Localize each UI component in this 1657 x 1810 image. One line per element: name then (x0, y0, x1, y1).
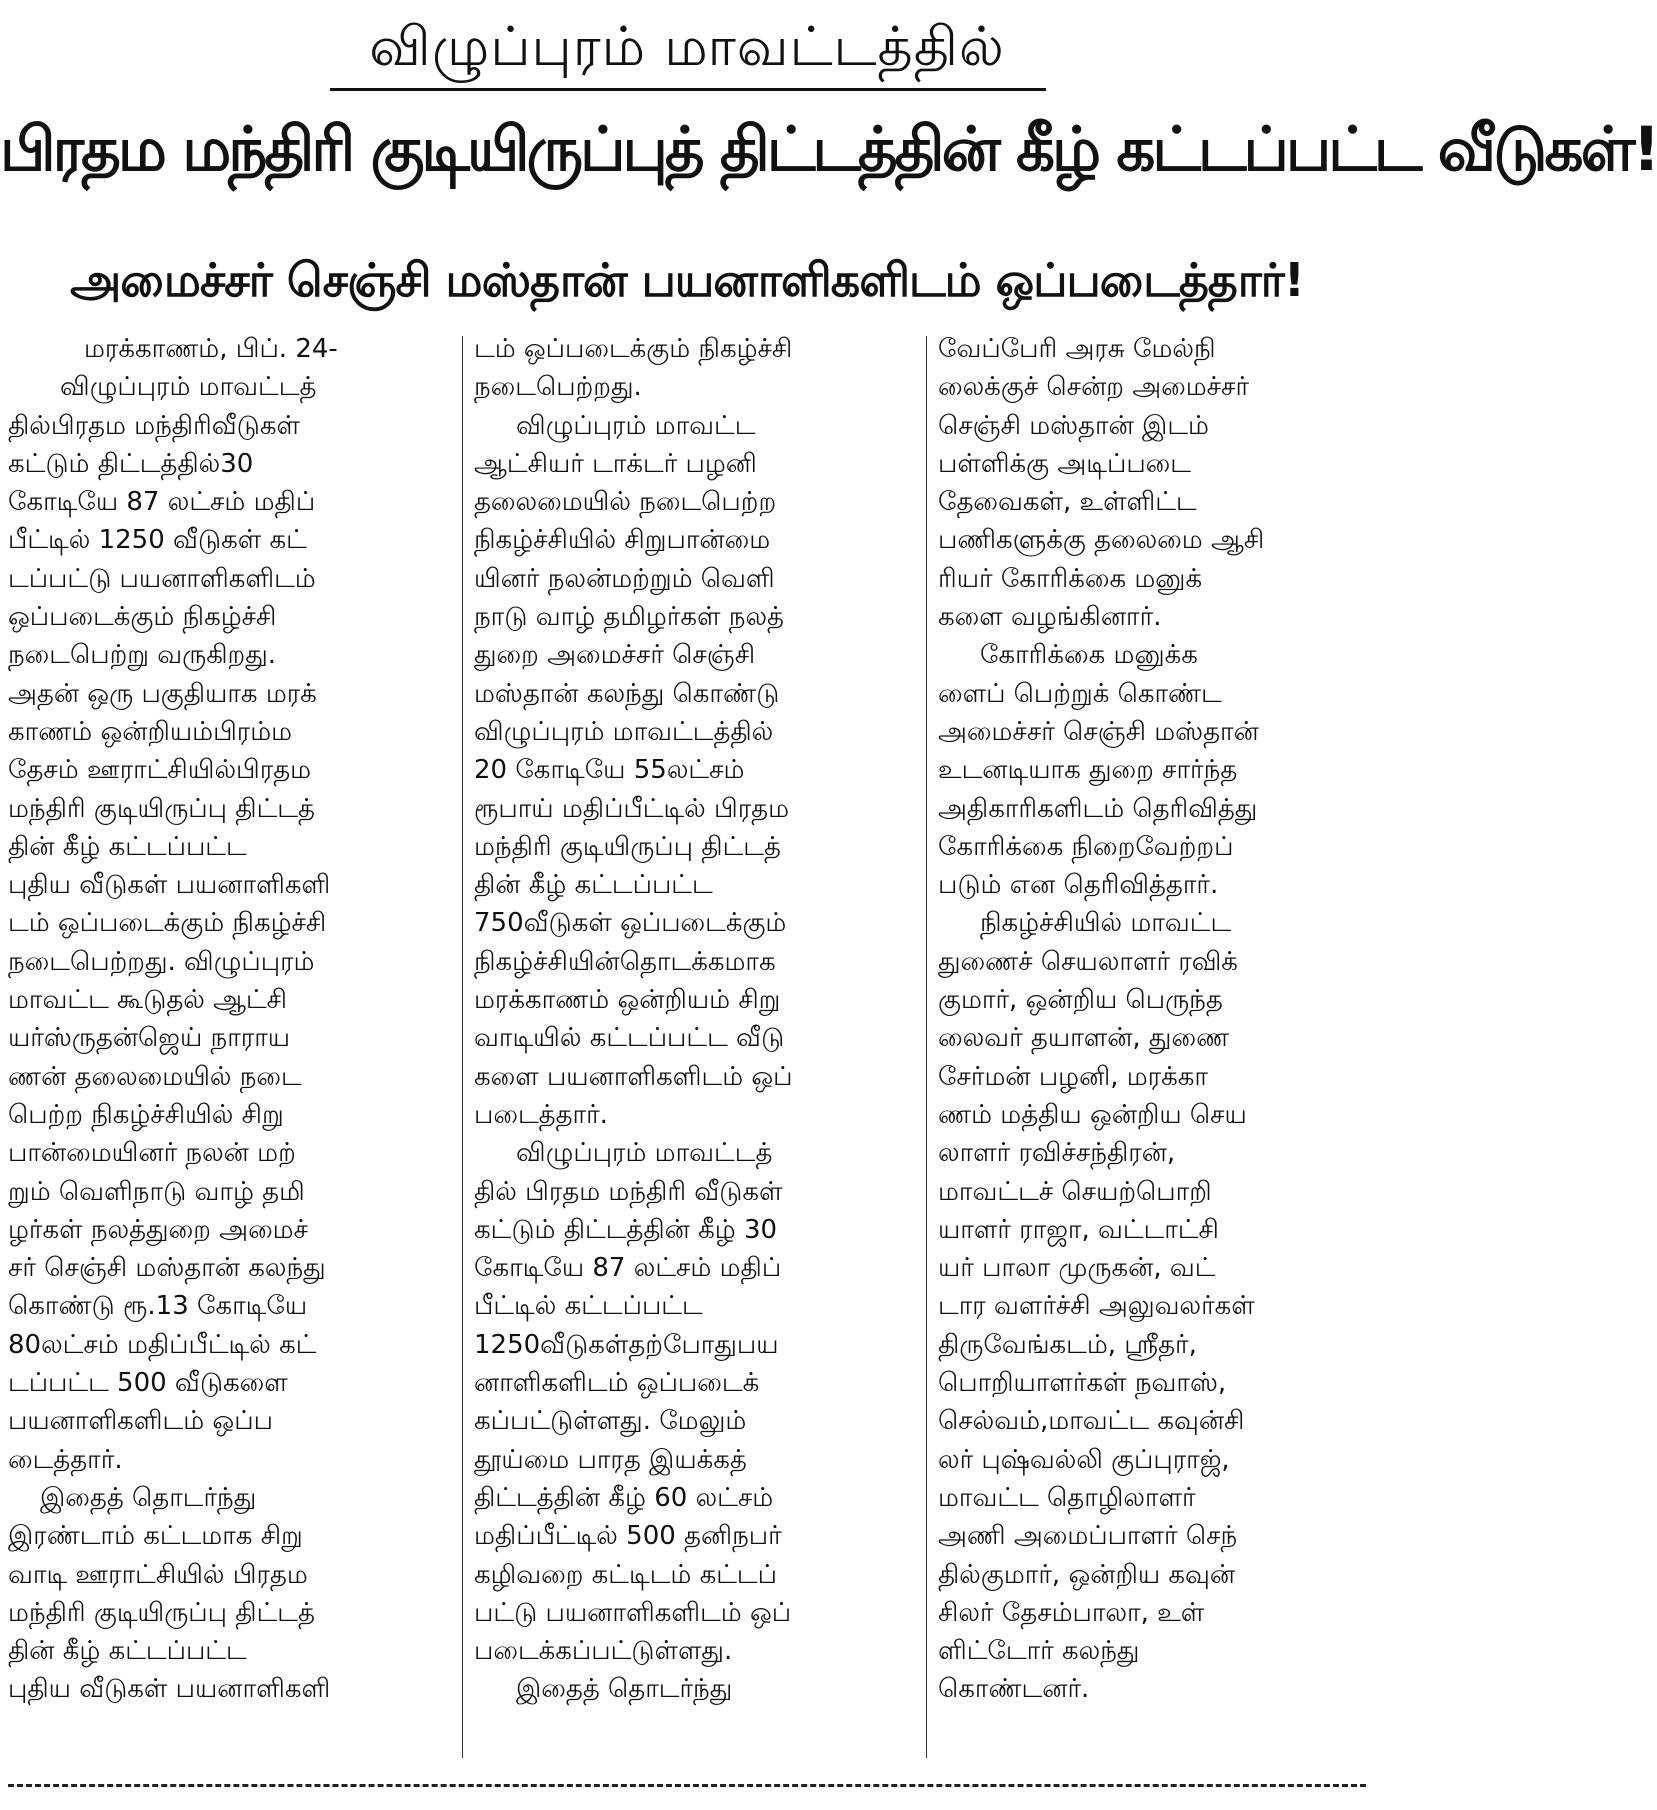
column-2-line: படைத்தார். (474, 1099, 608, 1130)
column-3-line: செஞ்சி மஸ்தான் இடம் (938, 410, 1209, 441)
column-3-line: மாவட்டச் செயற்பொறி (938, 1176, 1212, 1207)
column-2-line: தலைமையில் நடைபெற்ற (474, 487, 777, 518)
column-1-line: வாடி ஊராட்சியில் பிரதம (8, 1559, 308, 1590)
article-column-2 (474, 330, 914, 1762)
column-1-line: இதைத் தொடர்ந்து (40, 1482, 257, 1513)
column-1-line: புதிய வீடுகள் பயனாளிகளி (8, 1674, 331, 1705)
column-2-line: துறை அமைச்சர் செஞ்சி (474, 640, 756, 671)
column-2-line: களை பயனாளிகளிடம் ஒப் (474, 1061, 793, 1092)
column-3-line: துணைச் செயலாளர் ரவிக் (938, 946, 1238, 977)
column-3-line: லைவர் தயாளன், துணை (938, 1023, 1230, 1054)
column-2-line: விழுப்புரம் மாவட்டத்தில் (474, 716, 774, 747)
column-3-line: லர் புஷ்வல்லி குப்புராஜ், (938, 1444, 1230, 1475)
column-1-line: கட்டும் திட்டத்தில்30 (8, 448, 254, 479)
column-1-line: தின் கீழ் கட்டப்பட்ட (8, 831, 247, 862)
column-2-line: ஆட்சியர் டாக்டர் பழனி (474, 448, 757, 479)
column-2-line: கழிவறை கட்டிடம் கட்டப் (474, 1559, 777, 1590)
column-2-line: நாடு வாழ் தமிழர்கள் நலத் (474, 602, 784, 633)
column-3-line: லாளர் ரவிச்சந்திரன், (938, 1138, 1176, 1169)
column-3-line: செல்வம்,மாவட்ட கவுன்சி (938, 1406, 1245, 1437)
column-3-line: சிலர் தேசம்பாலா, உள் (938, 1597, 1205, 1628)
column-2-line: மந்திரி குடியிருப்பு திட்டத் (474, 831, 781, 862)
column-1-line: நடைபெற்று வருகிறது. (8, 640, 277, 671)
column-3-line: கோரிக்கை நிறைவேற்றப் (938, 831, 1234, 862)
column-1-line: பயனாளிகளிடம் ஒப்ப (8, 1406, 273, 1437)
article-kicker: விழுப்புரம் மாவட்டத்தில் (369, 15, 1005, 78)
column-3-line: தில்குமார், ஒன்றிய கவுன் (938, 1559, 1236, 1590)
column-3-line: ரியர் கோரிக்கை மனுக் (938, 563, 1203, 594)
column-3-line: கோரிக்கை மனுக்க (980, 640, 1198, 671)
column-2-line: மஸ்தான் கலந்து கொண்டு (474, 678, 780, 709)
column-3-line: யாளர் ராஜா, வட்டாட்சி (938, 1214, 1219, 1245)
column-2-line: ரூபாய் மதிப்பீட்டில் பிரதம (474, 793, 790, 824)
column-2-line: விழுப்புரம் மாவட்ட (516, 410, 756, 441)
column-1-line: தில்பிரதம மந்திரிவீடுகள் (8, 410, 300, 441)
column-2-line: இதைத் தொடர்ந்து (516, 1674, 733, 1705)
column-3-line: கொண்டனர். (938, 1674, 1090, 1705)
article-column-1 (8, 330, 448, 1762)
column-2-line: யினர் நலன்மற்றும் வெளி (474, 563, 775, 594)
column-3-line: யர் பாலா முருகன், வட் (938, 1253, 1216, 1284)
column-2-line: நிகழ்ச்சியில் சிறுபான்மை (474, 525, 771, 556)
column-1-line: மந்திரி குடியிருப்பு திட்டத் (8, 1597, 315, 1628)
column-2-line: தின் கீழ் கட்டப்பட்ட (474, 870, 713, 901)
column-3-line: லைக்குச் சென்ற அமைச்சர் (938, 372, 1250, 403)
column-1-line: மந்திரி குடியிருப்பு திட்டத் (8, 793, 315, 824)
column-2-line: தூய்மை பாரத இயக்கத் (474, 1444, 747, 1475)
column-3-line: நிகழ்ச்சியில் மாவட்ட (980, 908, 1232, 939)
bottom-dashed-rule (8, 1784, 1366, 1787)
column-1-line: பெற்ற நிகழ்ச்சியில் சிறு (8, 1099, 284, 1130)
column-3-line: அதிகாரிகளிடம் தெரிவித்து (938, 793, 1258, 824)
column-3-line: பணிகளுக்கு தலைமை ஆசி (938, 525, 1265, 556)
column-3-line: படும் என தெரிவித்தார். (938, 870, 1219, 901)
column-2-line: 750வீடுகள் ஒப்படைக்கும் (474, 908, 787, 939)
column-3-line: உடனடியாக துறை சார்ந்த (938, 755, 1238, 786)
column-1-line: கோடியே 87 லட்சம் மதிப் (8, 487, 316, 518)
column-1-line: 80லட்சம் மதிப்பீட்டில் கட் (8, 1329, 317, 1360)
column-2-line: மதிப்பீட்டில் 500 தனிநபர் (474, 1521, 782, 1552)
column-1-line: கொண்டு ரூ.13 கோடியே (8, 1291, 308, 1322)
column-3-line: ளைப் பெற்றுக் கொண்ட (938, 678, 1222, 709)
column-1-line: இரண்டாம் கட்டமாக சிறு (8, 1521, 303, 1552)
column-1-line: நடைபெற்றது. விழுப்புரம் (8, 946, 315, 977)
column-3-line: திருவேங்கடம், ஸ்ரீதர், (938, 1329, 1197, 1360)
column-2-line: வாடியில் கட்டப்பட்ட வீடு (474, 1023, 785, 1054)
column-2-line: கோடியே 87 லட்சம் மதிப் (474, 1253, 782, 1284)
column-3-line: அமைச்சர் செஞ்சி மஸ்தான் (938, 716, 1259, 747)
column-1-line: விழுப்புரம் மாவட்டத் (60, 372, 317, 403)
column-divider (926, 336, 927, 1758)
column-1-line: தேசம் ஊராட்சியில்பிரதம (8, 755, 312, 786)
column-1-line: யர்ஸ்ருதன்ஜெய் நாராய (8, 1023, 291, 1054)
column-2-line: 1250வீடுகள்தற்போதுபய (474, 1329, 779, 1360)
column-1-line: புதிய வீடுகள் பயனாளிகளி (8, 870, 331, 901)
article-column-3 (938, 330, 1366, 1762)
column-1-line: றும் வெளிநாடு வாழ் தமி (8, 1176, 305, 1207)
column-3-line: ளிட்டோர் கலந்து (938, 1636, 1140, 1667)
column-2-line: பட்டு பயனாளிகளிடம் ஒப் (474, 1597, 792, 1628)
column-1-line: டப்பட்ட 500 வீடுகளை (8, 1368, 288, 1399)
column-2-line: பீட்டில் கட்டப்பட்ட (474, 1291, 703, 1322)
column-1-line: மாவட்ட கூடுதல் ஆட்சி (8, 985, 288, 1016)
kicker-underline (330, 88, 1046, 91)
column-2-line: திட்டத்தின் கீழ் 60 லட்சம் (474, 1482, 774, 1513)
column-3-line: குமார், ஒன்றிய பெருந்த (938, 985, 1223, 1016)
column-3-line: தேவைகள், உள்ளிட்ட (938, 487, 1197, 518)
column-2-line: விழுப்புரம் மாவட்டத் (516, 1138, 773, 1169)
article-headline: பிரதம மந்திரி குடியிருப்புத் திட்டத்தின் கீழ் கட்டப்பட்ட வீடுகள்! (0, 114, 1657, 185)
column-2-line: னாளிகளிடம் ஒப்படைக் (474, 1368, 760, 1399)
column-3-line: சேர்மன் பழனி, மரக்கா (938, 1061, 1208, 1092)
column-2-line: மரக்காணம் ஒன்றியம் சிறு (474, 985, 781, 1016)
column-2-line: நடைபெற்றது. (474, 372, 642, 403)
article-subheadline: அமைச்சர் செஞ்சி மஸ்தான் பயனாளிகளிடம் ஒப்படைத்தார்! (70, 253, 1304, 307)
column-2-line: நிகழ்ச்சியின்தொடக்கமாக (474, 946, 776, 977)
column-3-line: டார வளர்ச்சி அலுவலர்கள் (938, 1291, 1255, 1322)
column-1-line: டைத்தார். (8, 1444, 123, 1475)
column-3-line: வேப்பேரி அரசு மேல்நி (938, 334, 1216, 364)
column-1-line: மரக்காணம், பிப். 24- (84, 334, 338, 364)
column-1-line: தின் கீழ் கட்டப்பட்ட (8, 1636, 247, 1667)
column-1-line: பான்மையினர் நலன் மற் (8, 1138, 296, 1169)
column-3-line: அணி அமைப்பாளர் செந் (938, 1521, 1238, 1552)
column-3-line: பொறியாளர்கள் நவாஸ், (938, 1368, 1227, 1399)
column-1-line: டப்பட்டு பயனாளிகளிடம் (8, 563, 316, 594)
column-3-line: ணம் மத்திய ஒன்றிய செய (938, 1099, 1247, 1130)
column-3-line: பள்ளிக்கு அடிப்படை (938, 448, 1191, 479)
column-3-line: மாவட்ட தொழிலாளர் (938, 1482, 1196, 1513)
column-2-line: படைக்கப்பட்டுள்ளது. (474, 1636, 733, 1667)
column-1-line: ஒப்படைக்கும் நிகழ்ச்சி (8, 602, 277, 633)
column-2-line: டம் ஒப்படைக்கும் நிகழ்ச்சி (474, 334, 793, 364)
column-2-line: 20 கோடியே 55லட்சம் (474, 755, 745, 786)
column-2-line: தில் பிரதம மந்திரி வீடுகள் (474, 1176, 783, 1207)
article-body (8, 330, 1366, 1762)
column-1-line: ணன் தலைமையில் நடை (8, 1061, 302, 1092)
column-2-line: கட்டும் திட்டத்தின் கீழ் 30 (474, 1214, 778, 1245)
column-1-line: அதன் ஒரு பகுதியாக மரக் (8, 678, 317, 709)
column-1-line: காணம் ஒன்றியம்பிரம்ம (8, 716, 293, 747)
column-3-line: களை வழங்கினார். (938, 602, 1162, 633)
column-1-line: டம் ஒப்படைக்கும் நிகழ்ச்சி (8, 908, 327, 939)
column-1-line: ழர்கள் நலத்துறை அமைச் (8, 1214, 308, 1245)
column-2-line: கப்பட்டுள்ளது. மேலும் (474, 1406, 747, 1437)
column-divider (462, 336, 463, 1758)
column-1-line: சர் செஞ்சி மஸ்தான் கலந்து (8, 1253, 326, 1284)
column-1-line: பீட்டில் 1250 வீடுகள் கட் (8, 525, 307, 556)
